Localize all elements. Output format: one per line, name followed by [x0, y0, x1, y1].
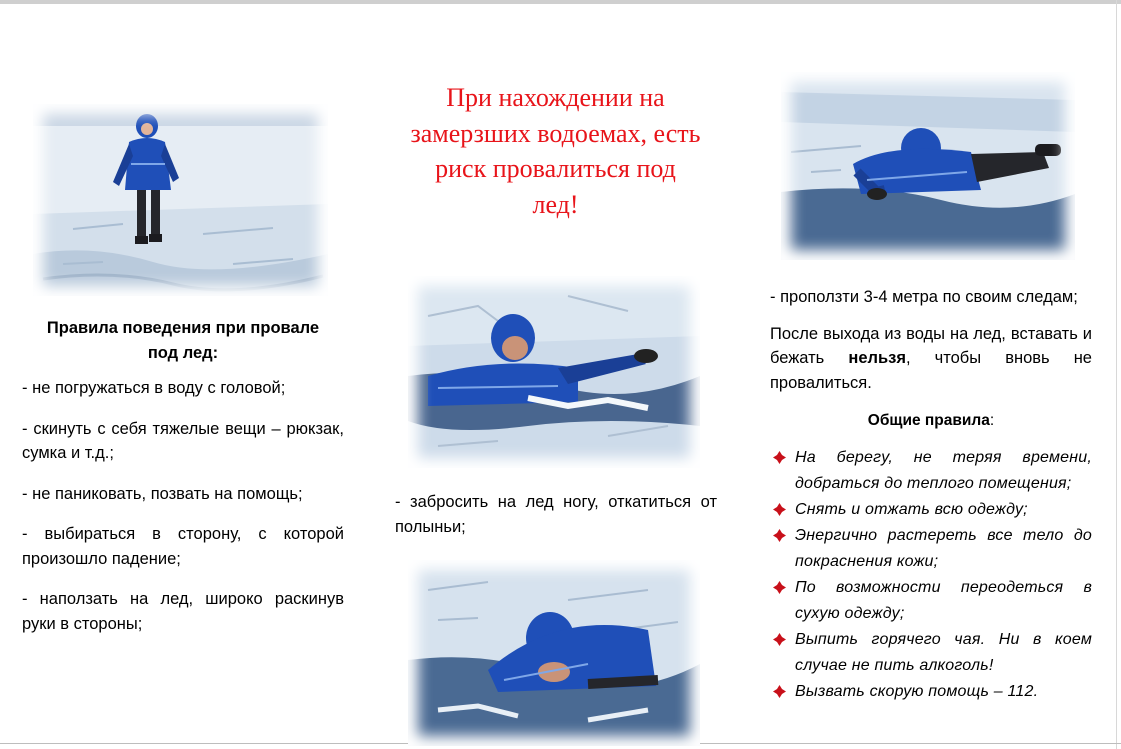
diamond-bullet-icon	[773, 529, 786, 542]
person-rolling-out-of-water-photo	[408, 560, 700, 746]
general-rule-text: Вызвать скорую помощь – 112.	[795, 682, 1039, 700]
list-item	[770, 627, 1092, 679]
middle-column	[395, 490, 717, 539]
general-rule-text: На берегу, не теряя времени, добраться до теплого помещения;	[795, 448, 1092, 492]
person-walking-on-ice-photo	[33, 104, 328, 296]
general-rules-title	[770, 409, 1092, 434]
general-rule-text: По возможности переодеться в сухую одежду;	[795, 578, 1092, 622]
general-rules-title-text: Общие правила	[867, 412, 990, 429]
list-item	[770, 445, 1092, 497]
general-rules-list	[770, 445, 1092, 705]
rule-item: - скинуть с себя тяжелые вещи – рюкзак, сумка и т.д.;	[22, 419, 344, 462]
rule-item: - забросить на лед ногу, откатиться от полыньи;	[395, 493, 717, 536]
page-right-border	[1116, 0, 1117, 749]
list-item	[770, 679, 1092, 705]
general-rule-text: Энергично растереть все тело до покраснения кожи;	[795, 526, 1092, 570]
heading-line: При нахождении на	[446, 83, 665, 112]
diamond-bullet-icon	[773, 633, 786, 646]
after-exit-text: После выхода из воды на лед, вставать и бежать	[770, 324, 1092, 367]
diamond-bullet-icon	[773, 685, 786, 698]
warning-heading	[378, 80, 733, 222]
page-top-border	[0, 0, 1121, 4]
rules-title-line: под лед:	[147, 343, 219, 362]
diamond-bullet-icon	[773, 451, 786, 464]
left-column	[22, 316, 344, 636]
rule-item: - не погружаться в воду с головой;	[22, 379, 286, 397]
rule-item: - не паниковать, позвать на помощь;	[22, 484, 303, 503]
after-exit-paragraph	[770, 322, 1092, 396]
heading-line: риск провалиться под	[435, 154, 676, 183]
rules-title	[22, 316, 344, 365]
rule-item: - наползать на лед, широко раскинув руки в стороны;	[22, 590, 344, 633]
person-crawling-on-ice-photo	[781, 72, 1075, 260]
list-item	[770, 575, 1092, 627]
diamond-bullet-icon	[773, 581, 786, 594]
rule-item: - выбираться в сторону, с которой произошло падение;	[22, 525, 344, 568]
after-exit-text: , чтобы вновь не провалиться.	[770, 349, 1092, 392]
right-column	[770, 285, 1092, 705]
general-rules-colon: :	[989, 412, 995, 429]
heading-line: лед!	[532, 189, 579, 219]
diamond-bullet-icon	[773, 503, 786, 516]
list-item	[770, 497, 1092, 523]
rules-title-line: Правила поведения при провале	[46, 319, 320, 337]
general-rule-text: Выпить горячего чая. Ни в коем случае не пить алкоголь!	[795, 630, 1092, 674]
person-in-ice-hole-photo	[408, 276, 700, 468]
list-item	[770, 523, 1092, 575]
general-rule-text: Снять и отжать всю одежду;	[795, 500, 1028, 518]
forbidden-word: нельзя	[848, 349, 906, 367]
heading-line: замерзших водоемах, есть	[410, 118, 701, 148]
rule-item: - проползти 3-4 метра по своим следам;	[770, 288, 1078, 306]
